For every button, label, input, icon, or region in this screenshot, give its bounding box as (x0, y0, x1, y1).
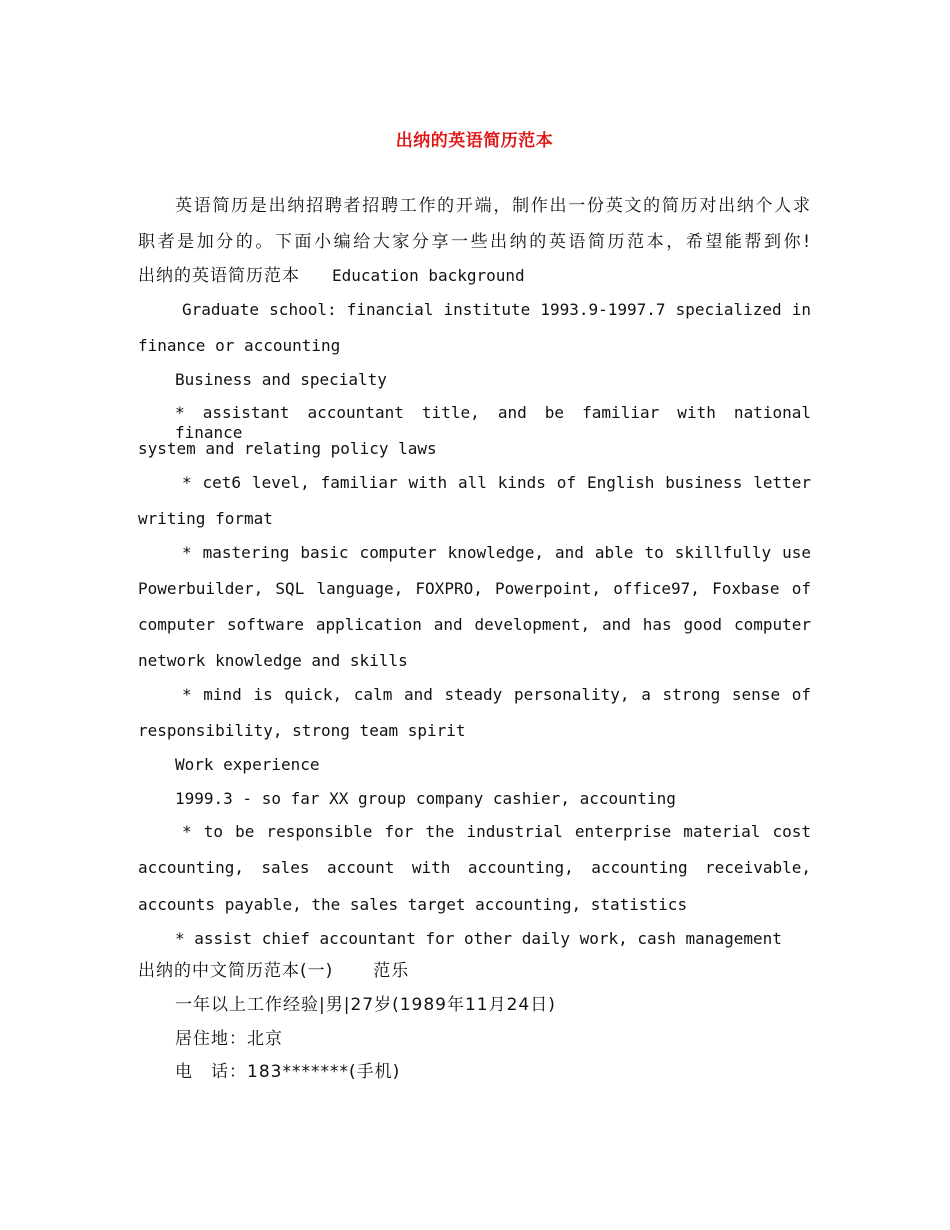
work-item-1-line-3: accounts payable, the sales target accounting, statistics (138, 895, 688, 914)
cn-phone-label: 电 话： (175, 1062, 247, 1082)
business-item-2-line-1: * cet6 level, familiar with all kinds of English business letter (182, 473, 811, 492)
section-heading-education (138, 266, 811, 286)
section-heading-en: Education background (332, 266, 525, 285)
intro-paragraph-line-2: 职者是加分的。下面小编给大家分享一些出纳的英语简历范本，希望能帮到你! (138, 232, 811, 252)
cn-resume-summary: 一年以上工作经验|男|27岁(1989年11月24日) (175, 995, 556, 1015)
cn-resume-title: 出纳的中文简历范本(一) (138, 961, 334, 981)
business-item-2-line-2: writing format (138, 509, 273, 528)
document-title: 出纳的英语简历范本 (395, 131, 554, 151)
work-item-1-line-1: * to be responsible for the industrial enterprise material cost (182, 822, 811, 841)
business-item-4-line-2: responsibility, strong team spirit (138, 721, 466, 740)
education-line-1: Graduate school: financial institute 1993.9-1997.7 specialized in (182, 300, 811, 319)
business-item-1-line-1: * assistant accountant title, and be familiar with national finance (175, 403, 811, 442)
work-item-2-line-1: * assist chief accountant for other daily work, cash management (175, 929, 782, 948)
business-item-3-line-3: computer software application and development, and has good computer (138, 615, 811, 634)
business-heading: Business and specialty (175, 370, 387, 389)
work-item-1-line-2: accounting, sales account with accounting, accounting receivable, (138, 858, 811, 877)
business-item-4-line-1: * mind is quick, calm and steady personality, a strong sense of (182, 685, 811, 704)
business-item-3-line-2: Powerbuilder, SQL language, FOXPRO, Powerpoint, office97, Foxbase of (138, 579, 811, 598)
work-heading: Work experience (175, 755, 320, 774)
cn-phone-value: 183*******(手机) (247, 1062, 401, 1082)
business-item-3-line-4: network knowledge and skills (138, 651, 408, 670)
cn-resume-phone (138, 1062, 811, 1082)
cn-resume-heading (138, 961, 811, 981)
intro-paragraph-line-1: 英语简历是出纳招聘者招聘工作的开端，制作出一份英文的简历对出纳个人求 (175, 196, 811, 216)
cn-resume-residence: 居住地：北京 (175, 1029, 283, 1049)
business-item-1-line-2: system and relating policy laws (138, 439, 437, 458)
work-period: 1999.3 - so far XX group company cashier, accounting (175, 789, 676, 808)
cn-resume-name: 范乐 (373, 961, 410, 981)
section-heading-cn: 出纳的英语简历范本 (138, 266, 300, 286)
education-line-2: finance or accounting (138, 336, 341, 355)
business-item-3-line-1: * mastering basic computer knowledge, and able to skillfully use (182, 543, 811, 562)
